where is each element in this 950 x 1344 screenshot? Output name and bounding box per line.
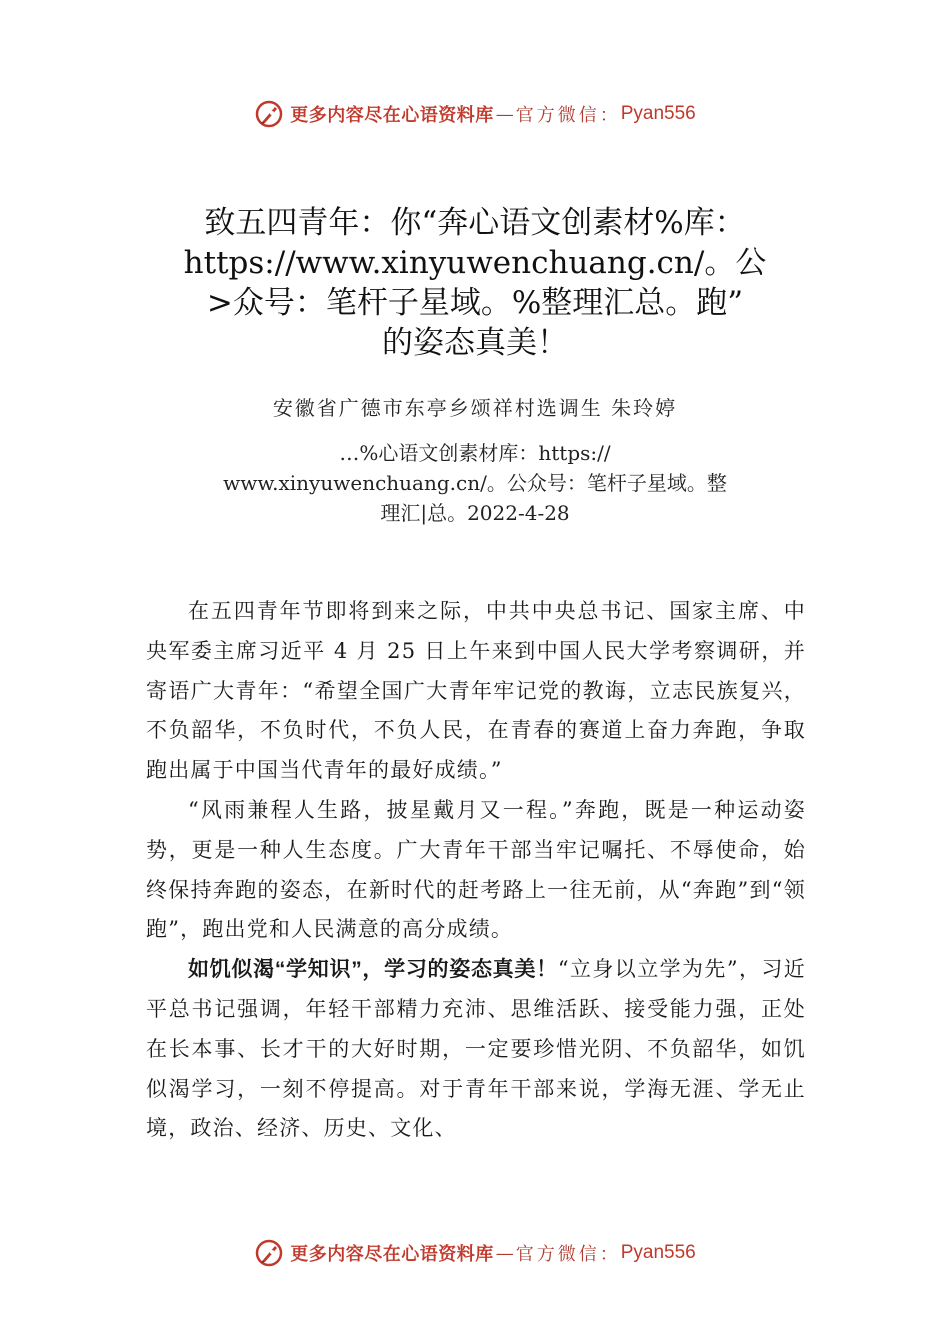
footer-wechat-id: Pyan556 xyxy=(620,1242,696,1263)
header-wechat-id: Pyan556 xyxy=(620,103,696,124)
header-dash: — xyxy=(495,103,514,125)
paragraph-2: “风雨兼程人生路，披星戴月又一程。”奔跑，既是一种运动姿势，更是一种人生态度。广大青年干部当牢记嘱托、不辱使命，始终保持奔跑的姿态，在新时代的赶考路上一往无前，从“奔跑”到“领跑”，跑出党和人民满意的高分成绩。 xyxy=(146,797,806,942)
document-title xyxy=(110,203,840,363)
source-line: www.xinyuwenchuang.cn/。公众号：笔杆子星域。整 xyxy=(223,471,727,495)
title-line: 的姿态真美！ xyxy=(382,325,568,361)
article-body xyxy=(146,592,806,1149)
author-line: 安徽省广德市东亭乡颂祥村选调生 朱玲婷 xyxy=(272,396,678,420)
header-brand-text: 更多内容尽在心语资料库 xyxy=(290,105,494,126)
title-line: 致五四青年：你“奔心语文创素材%库： xyxy=(204,205,746,241)
paragraph-3-rest: “立身以立学为先”，习近平总书记强调，年轻干部精力充沛、思维活跃、接受能力强，正处在长本事、长才干的大好时期，一定要珍惜光阴、不负韶华，如饥似渴学习，一刻不停提高。对于青年干部来说，学海无涯、学无止境，政治、经济、历史、文化、 xyxy=(146,957,807,1141)
quill-logo-icon xyxy=(254,99,284,129)
header-banner xyxy=(0,94,950,134)
footer-banner xyxy=(0,1233,950,1273)
quill-logo-icon xyxy=(254,1238,284,1268)
title-line: >众号：笔杆子星域。%整理汇总。跑” xyxy=(206,285,744,321)
footer-brand-text: 更多内容尽在心语资料库 xyxy=(290,1244,494,1265)
title-line: https://www.xinyuwenchuang.cn/。公 xyxy=(183,245,767,281)
source-line: …%心语文创素材库：https:// xyxy=(339,441,611,465)
header-wechat-label: 官方微信： xyxy=(515,105,621,126)
footer-dash: — xyxy=(495,1242,514,1264)
source-block xyxy=(150,438,800,528)
paragraph-1: 在五四青年节即将到来之际，中共中央总书记、国家主席、中央军委主席习近平 4 月 25 日上午来到中国人民大学考察调研，并寄语广大青年：“希望全国广大青年牢记党的教诲，立志民族复兴，不负韶华，不负时代，不负人民，在青春的赛道上奋力奔跑，争取跑出属于中国当代青年的最好成绩。” xyxy=(146,599,806,783)
footer-wechat-label: 官方微信： xyxy=(515,1244,621,1265)
source-line: 理汇|总。2022-4-28 xyxy=(380,501,570,525)
paragraph-3-lead: 如饥似渴“学知识”，学习的姿态真美！ xyxy=(188,958,558,982)
paragraph-3 xyxy=(146,950,806,1149)
